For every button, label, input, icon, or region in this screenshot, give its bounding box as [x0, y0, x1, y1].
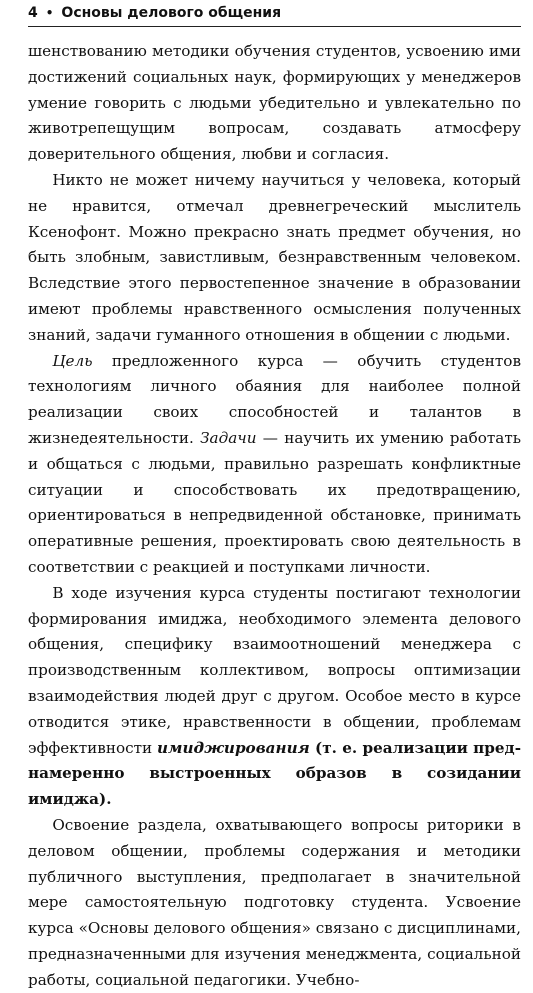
term-goal: Цель — [52, 351, 93, 370]
term-imaging: имиджирования — [156, 738, 310, 757]
paragraph — [28, 349, 521, 581]
text-run: Освоение раздела, охватывающего вопросы риторики в деловом общении, проблемы содержания и методики публичного выступления, предполагает в значительной мере самостоятельную подготовку студента. Усвоение курса «Основы делового общения» связано с дисциплинами, предназначенными для изучения менеджмента, социальной работы, социальной педагогики. Учебно- — [28, 815, 521, 989]
text-run: — научить их умению работать и общаться с людьми, правильно разрешать конфликтные ситуации и способствовать их предотвращению, ориентироваться в непредвиденной обстановке, принимать оперативные решения, проектировать свою деятельность в соответствии с реакцией и поступками личности. — [28, 428, 521, 576]
paragraph — [28, 168, 521, 349]
paragraph — [28, 813, 521, 993]
text-run: шенствованию методики обучения студентов, усвоению ими достижений социальных наук, формирующих у менеджеров умение говорить с людьми убедительно и увлекательно по животрепещущим вопросам, создавать атмосферу доверительного общения, любви и согласия. — [28, 42, 521, 164]
bold-definition: (т. е. реализации преднамеренно выстроенных образов в созидании имиджа). — [28, 738, 521, 809]
running-title: Основы делового общения — [61, 5, 282, 21]
running-header — [28, 0, 521, 27]
header-bullet: • — [45, 6, 54, 20]
paragraph — [28, 39, 521, 168]
page-number: 4 — [28, 5, 38, 21]
text-run: предложенного курса — обучить студентов технологиям личного обаяния для наиболее полной реализации своих способностей и талантов в жизнедеятельности. — [28, 351, 521, 447]
text-run: Никто не может ничему научиться у человека, который не нравится, отмечал древнегреческий мыслитель Ксенофонт. Можно прекрасно знать предмет обучения, но быть злобным, завистливым, безнравственным человеком. Вследствие этого первостепенное значение в образовании имеют проблемы нравственного осмысления полученных знаний, задачи гуманного отношения в общении с людьми. — [28, 170, 521, 344]
term-tasks: Задачи — [200, 428, 257, 447]
text-run: В ходе изучения курса студенты постигают технологии формирования имиджа, необходимого элемента делового общения, специфику взаимоотношений менеджера с производственным коллективом, вопросы оптимизации взаимодействия людей друг с другом. Особое место в курсе отводится этике, нравственности в общении, проблемам эффективности — [28, 583, 521, 757]
paragraph — [28, 581, 521, 813]
body-text — [28, 39, 521, 993]
